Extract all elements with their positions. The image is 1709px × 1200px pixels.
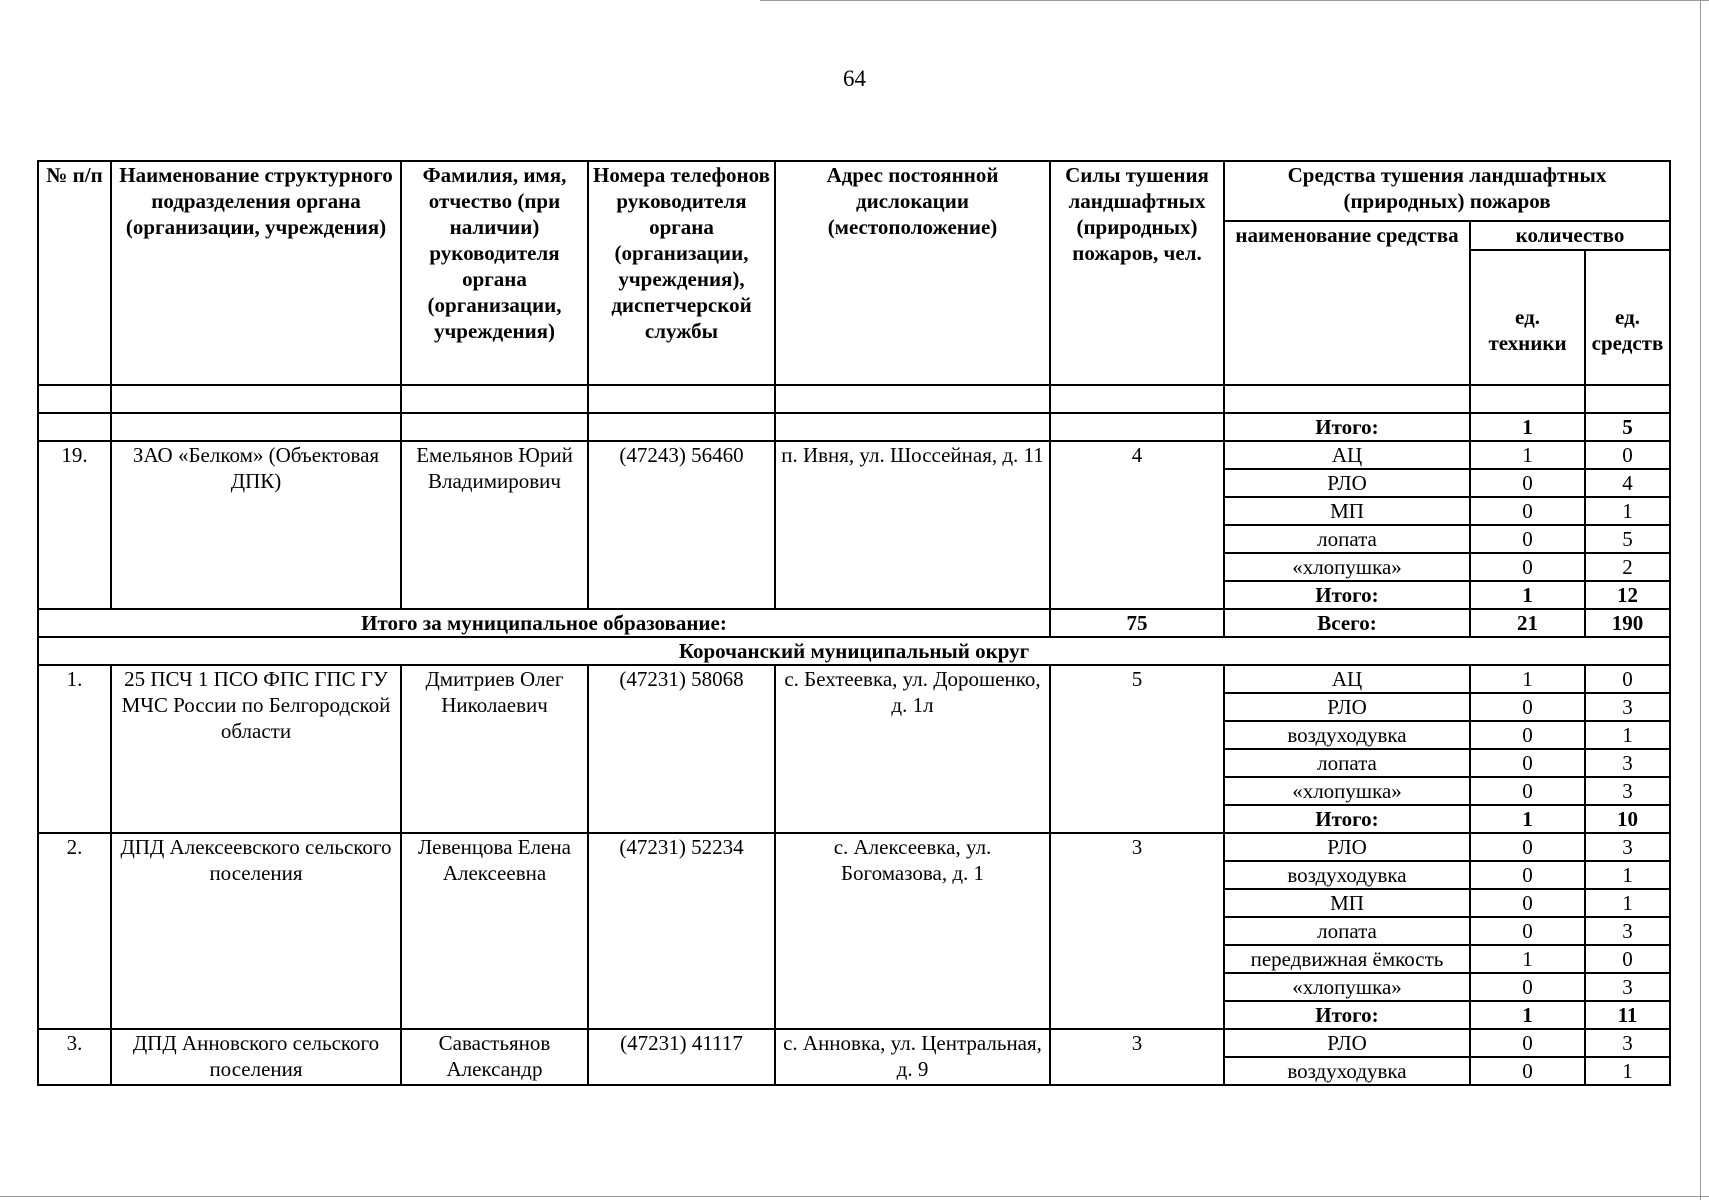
means-count: 1 xyxy=(1585,889,1670,917)
header-phones: Номера телефонов руководителя органа (организации, учреждения), диспетчерской службы xyxy=(588,161,775,385)
means-count: 1 xyxy=(1585,861,1670,889)
means-tech: 0 xyxy=(1470,833,1585,861)
means-count: 3 xyxy=(1585,833,1670,861)
means-count: 0 xyxy=(1585,665,1670,693)
means-count: 3 xyxy=(1585,693,1670,721)
carry-over-label: Итого: xyxy=(1224,413,1470,441)
means-name: воздуходувка xyxy=(1224,861,1470,889)
org-number: 1. xyxy=(38,665,111,833)
means-tech: 0 xyxy=(1470,777,1585,805)
org-name: ДПД Алексеевского сельского поселения xyxy=(111,833,401,1029)
means-tech: 0 xyxy=(1470,1057,1585,1085)
org-forces: 3 xyxy=(1050,1029,1224,1085)
means-tech: 0 xyxy=(1470,917,1585,945)
means-name: воздуходувка xyxy=(1224,721,1470,749)
org-phone: (47231) 58068 xyxy=(588,665,775,833)
org-head: Емельянов Юрий Владимирович xyxy=(401,441,588,609)
means-name: РЛО xyxy=(1224,469,1470,497)
means-tech: 0 xyxy=(1470,973,1585,1001)
means-name: МП xyxy=(1224,889,1470,917)
means-tech: 0 xyxy=(1470,721,1585,749)
org-head: Левенцова Елена Алексеевна xyxy=(401,833,588,1029)
means-count: 3 xyxy=(1585,1029,1670,1057)
table-row xyxy=(38,1029,1670,1057)
municipal-total-row xyxy=(38,609,1670,637)
org-address: с. Бехтеевка, ул. Дорошенко, д. 1л xyxy=(775,665,1050,833)
means-count: 0 xyxy=(1585,945,1670,973)
means-count: 0 xyxy=(1585,441,1670,469)
means-name: РЛО xyxy=(1224,1029,1470,1057)
means-name: АЦ xyxy=(1224,665,1470,693)
org-phone: (47243) 56460 xyxy=(588,441,775,609)
org-head: Дмитриев Олег Николаевич xyxy=(401,665,588,833)
org-name: 25 ПСЧ 1 ПСО ФПС ГПС ГУ МЧС России по Белгородской области xyxy=(111,665,401,833)
header-address: Адрес постоянной дислокации (местоположение) xyxy=(775,161,1050,385)
means-name: лопата xyxy=(1224,749,1470,777)
means-count: 1 xyxy=(1585,721,1670,749)
header-units-means: ед. средств xyxy=(1585,250,1670,385)
org-name: ДПД Анновского сельского поселения xyxy=(111,1029,401,1085)
means-count: 1 xyxy=(1585,497,1670,525)
org-forces: 5 xyxy=(1050,665,1224,833)
subtotal-label: Итого: xyxy=(1224,581,1470,609)
means-tech: 0 xyxy=(1470,525,1585,553)
header-unit-name: Наименование структурного подразделения органа (организации, учреждения) xyxy=(111,161,401,385)
scan-edge-bottom xyxy=(0,1196,1709,1198)
page-number: 64 xyxy=(843,66,866,91)
means-name: лопата xyxy=(1224,525,1470,553)
means-count: 4 xyxy=(1585,469,1670,497)
means-name: МП xyxy=(1224,497,1470,525)
means-name: АЦ xyxy=(1224,441,1470,469)
means-name: РЛО xyxy=(1224,833,1470,861)
municipal-total-label-2: Всего: xyxy=(1224,609,1470,637)
carry-over-tech: 1 xyxy=(1470,413,1585,441)
means-count: 3 xyxy=(1585,973,1670,1001)
org-head: Савастьянов Александр xyxy=(401,1029,588,1085)
subtotal-tech: 1 xyxy=(1470,1001,1585,1029)
header-means-name: наименование средства xyxy=(1224,221,1470,385)
org-address: с. Алексеевка, ул. Богомазова, д. 1 xyxy=(775,833,1050,1029)
org-number: 19. xyxy=(38,441,111,609)
subtotal-tech: 1 xyxy=(1470,805,1585,833)
header-quantity: количество xyxy=(1470,221,1670,250)
header-units-tech: ед. техники xyxy=(1470,250,1585,385)
means-tech: 1 xyxy=(1470,945,1585,973)
means-count: 3 xyxy=(1585,917,1670,945)
header-forces: Силы тушения ландшафтных (природных) пожаров, чел. xyxy=(1050,161,1224,385)
means-count: 3 xyxy=(1585,749,1670,777)
municipal-total-forces: 75 xyxy=(1050,609,1224,637)
subtotal-means: 11 xyxy=(1585,1001,1670,1029)
scan-edge-top xyxy=(760,0,1709,2)
spacer-row xyxy=(38,385,1670,413)
subtotal-label: Итого: xyxy=(1224,805,1470,833)
org-name: ЗАО «Белком» (Объектовая ДПК) xyxy=(111,441,401,609)
carry-over-total-row xyxy=(38,413,1670,441)
means-tech: 0 xyxy=(1470,553,1585,581)
means-count: 1 xyxy=(1585,1057,1670,1085)
org-phone: (47231) 41117 xyxy=(588,1029,775,1085)
means-name: «хлопушка» xyxy=(1224,973,1470,1001)
means-tech: 0 xyxy=(1470,693,1585,721)
means-name: воздуходувка xyxy=(1224,1057,1470,1085)
means-name: «хлопушка» xyxy=(1224,777,1470,805)
means-tech: 0 xyxy=(1470,861,1585,889)
carry-over-means: 5 xyxy=(1585,413,1670,441)
municipal-total-tech: 21 xyxy=(1470,609,1585,637)
scan-edge-right xyxy=(1700,0,1702,1200)
subtotal-tech: 1 xyxy=(1470,581,1585,609)
fire-means-table xyxy=(37,160,1671,1086)
org-forces: 4 xyxy=(1050,441,1224,609)
subtotal-means: 10 xyxy=(1585,805,1670,833)
means-tech: 1 xyxy=(1470,665,1585,693)
means-tech: 0 xyxy=(1470,497,1585,525)
section-title: Корочанский муниципальный округ xyxy=(38,637,1670,665)
municipal-total-label: Итого за муниципальное образование: xyxy=(38,609,1050,637)
table-row xyxy=(38,441,1670,469)
means-tech: 0 xyxy=(1470,749,1585,777)
means-count: 5 xyxy=(1585,525,1670,553)
header-no: № п/п xyxy=(38,161,111,385)
means-tech: 0 xyxy=(1470,1029,1585,1057)
org-forces: 3 xyxy=(1050,833,1224,1029)
means-tech: 1 xyxy=(1470,441,1585,469)
means-name: РЛО xyxy=(1224,693,1470,721)
subtotal-label: Итого: xyxy=(1224,1001,1470,1029)
means-tech: 0 xyxy=(1470,469,1585,497)
means-name: лопата xyxy=(1224,917,1470,945)
org-address: с. Анновка, ул. Центральная, д. 9 xyxy=(775,1029,1050,1085)
header-means-group: Средства тушения ландшафтных (природных) пожаров xyxy=(1224,161,1670,221)
means-tech: 0 xyxy=(1470,889,1585,917)
header-head-name: Фамилия, имя, отчество (при наличии) руководителя органа (организации, учреждения) xyxy=(401,161,588,385)
header-row-1 xyxy=(38,161,1670,221)
means-name: «хлопушка» xyxy=(1224,553,1470,581)
means-count: 3 xyxy=(1585,777,1670,805)
table-row xyxy=(38,833,1670,861)
section-row xyxy=(38,637,1670,665)
municipal-total-means: 190 xyxy=(1585,609,1670,637)
means-name: передвижная ёмкость xyxy=(1224,945,1470,973)
means-count: 2 xyxy=(1585,553,1670,581)
org-number: 2. xyxy=(38,833,111,1029)
table-row xyxy=(38,665,1670,693)
org-number: 3. xyxy=(38,1029,111,1085)
org-address: п. Ивня, ул. Шоссейная, д. 11 xyxy=(775,441,1050,609)
subtotal-means: 12 xyxy=(1585,581,1670,609)
org-phone: (47231) 52234 xyxy=(588,833,775,1029)
